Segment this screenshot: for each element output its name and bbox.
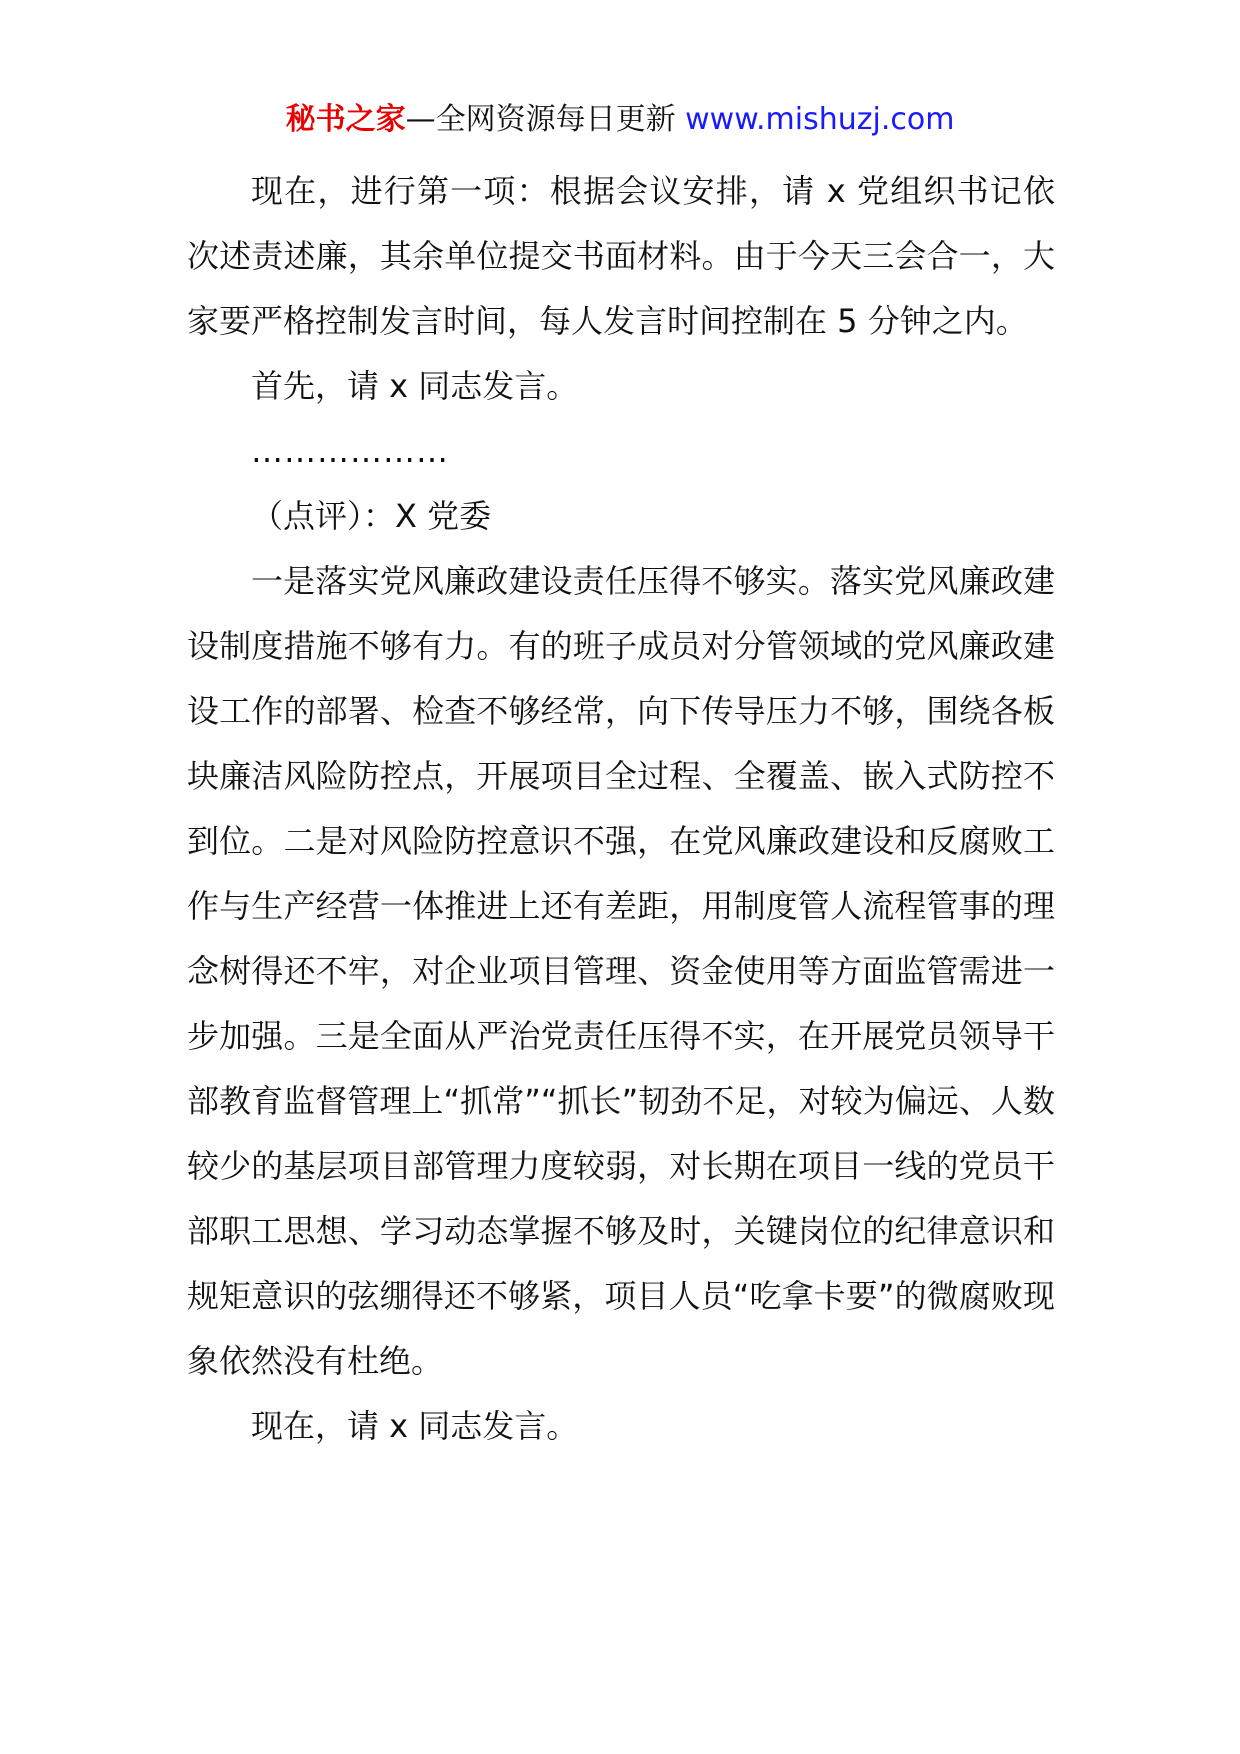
- website-link[interactable]: www.mishuzj.com: [685, 102, 955, 137]
- header-slogan: —全网资源每日更新: [405, 102, 686, 137]
- page-header: [0, 98, 1240, 142]
- paragraph-comment-heading: （点评）：X 党委: [251, 497, 492, 535]
- document-body: [187, 159, 1055, 1459]
- paragraph-agenda: 现在，进行第一项：根据会议安排，请 x 党组织书记依次述责述廉，其余单位提交书面材料。由于今天三会合一，大家要严格控制发言时间，每人发言时间控制在 5 分钟之内。: [187, 172, 1055, 340]
- paragraph-ellipsis: ………………: [251, 432, 449, 470]
- paragraph-comment-body: 一是落实党风廉政建设责任压得不够实。落实党风廉政建设制度措施不够有力。有的班子成员对分管领域的党风廉政建设工作的部署、检查不够经常，向下传导压力不够，围绕各板块廉洁风险防控点，开展项目全过程、全覆盖、嵌入式防控不到位。二是对风险防控意识不强，在党风廉政建设和反腐败工作与生产经营一体推进上还有差距，用制度管人流程管事的理念树得还不牢，对企业项目管理、资金使用等方面监管需进一步加强。三是全面从严治党责任压得不实，在开展党员领导干部教育监督管理上“抓常”“抓长”韧劲不足，对较为偏远、人数较少的基层项目部管理力度较弱，对长期在项目一线的党员干部职工思想、学习动态掌握不够及时，关键岗位的纪律意识和规矩意识的弦绷得还不够紧，项目人员“吃拿卡要”的微腐败现象依然没有杜绝。: [187, 562, 1055, 1380]
- brand-name: 秘书之家: [285, 102, 406, 137]
- paragraph-next-speaker: 现在，请 x 同志发言。: [251, 1407, 579, 1445]
- paragraph-first-speaker: 首先，请 x 同志发言。: [251, 367, 579, 405]
